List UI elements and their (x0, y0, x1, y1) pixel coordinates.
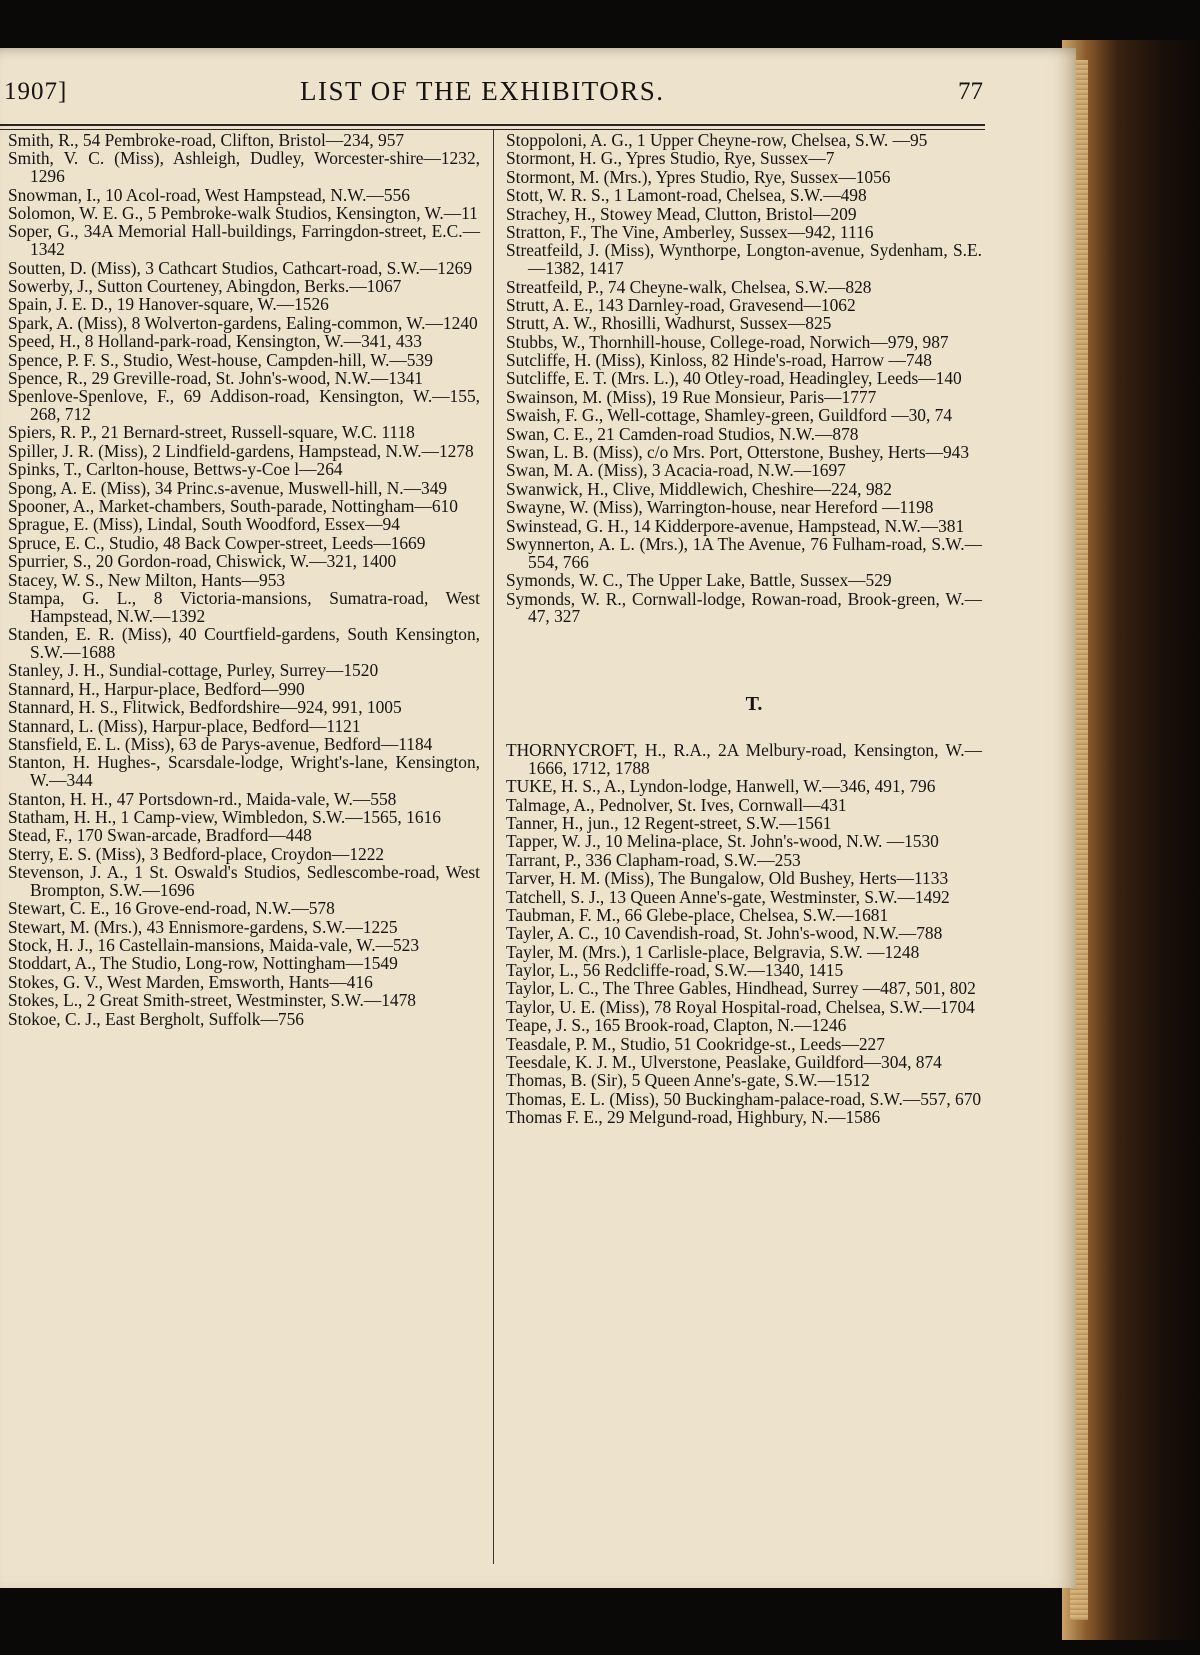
exhibitor-entry: Teasdale, P. M., Studio, 51 Cookridge-st., Leeds—227 (506, 1033, 885, 1054)
exhibitor-entry: Swaish, F. G., Well-cottage, Shamley-green, Guildford —30, 74 (506, 405, 953, 426)
exhibitor-entry: Smith, R., 54 Pembroke-road, Clifton, Bristol—234, 957 (8, 130, 405, 150)
exhibitor-entry: Stormont, H. G., Ypres Studio, Rye, Sussex—7 (506, 148, 835, 169)
exhibitor-entry: Stoddart, A., The Studio, Long-row, Nottingham—1549 (8, 953, 398, 974)
exhibitor-entry: Stannard, H., Harpur-place, Bedford—990 (8, 678, 305, 699)
exhibitor-entry: Snowman, I., 10 Acol-road, West Hampstead, N.W.—556 (8, 184, 410, 205)
exhibitor-entry: Stannard, L. (Miss), Harpur-place, Bedford—1121 (8, 715, 361, 736)
exhibitor-entry: Speed, H., 8 Holland-park-road, Kensington, W.—341, 433 (8, 331, 422, 352)
exhibitor-entry: Stubbs, W., Thornhill-house, College-road, Norwich—979, 987 (506, 331, 949, 352)
page-number: 77 (958, 78, 983, 105)
column-divider (493, 130, 494, 1564)
exhibitor-entry: Spenlove-Spenlove, F., 69 Addison-road, Kensington, W.—155, 268, 712 (8, 386, 480, 425)
exhibitor-entry: Soutten, D. (Miss), 3 Cathcart Studios, Cathcart-road, S.W.—1269 (8, 257, 473, 278)
exhibitor-entry: Spark, A. (Miss), 8 Wolverton-gardens, Ealing-common, W.—1240 (8, 312, 478, 333)
exhibitor-entry: Stanley, J. H., Sundial-cottage, Purley, Surrey—1520 (8, 660, 379, 681)
header-title: LIST OF THE EXHIBITORS. (300, 76, 665, 106)
exhibitor-entry: Streatfeild, J. (Miss), Wynthorpe, Longton-avenue, Sydenham, S.E.—1382, 1417 (506, 240, 982, 279)
exhibitor-entry: Stacey, W. S., New Milton, Hants—953 (8, 569, 286, 590)
exhibitor-entry: Swainson, M. (Miss), 19 Rue Monsieur, Paris—1777 (506, 386, 877, 407)
exhibitor-entry: Spiers, R. P., 21 Bernard-street, Russell-square, W.C. 1118 (8, 422, 415, 443)
exhibitor-entry: Stanton, H. Hughes-, Scarsdale-lodge, Wright's-lane, Kensington, W.—344 (8, 752, 480, 791)
exhibitor-entry: Tarver, H. M. (Miss), The Bungalow, Old Bushey, Herts—1133 (506, 868, 949, 889)
exhibitor-entry: Spinks, T., Carlton-house, Bettws-y-Coe l—264 (8, 459, 343, 480)
book-page (0, 48, 1076, 1588)
exhibitor-entry: Spooner, A., Market-chambers, South-parade, Nottingham—610 (8, 496, 458, 517)
exhibitor-entry: Taylor, U. E. (Miss), 78 Royal Hospital-road, Chelsea, S.W.—1704 (506, 996, 975, 1017)
exhibitor-entry: Sutcliffe, H. (Miss), Kinloss, 82 Hinde's-road, Harrow —748 (506, 350, 932, 371)
left-column (8, 132, 480, 1029)
exhibitor-entry: Swan, M. A. (Miss), 3 Acacia-road, N.W.—1697 (506, 460, 846, 481)
exhibitor-entry: Swanwick, H., Clive, Middlewich, Cheshire—224, 982 (506, 478, 892, 499)
exhibitor-entry: Stoppoloni, A. G., 1 Upper Cheyne-row, Chelsea, S.W. —95 (506, 130, 928, 150)
exhibitor-entry: Thomas F. E., 29 Melgund-road, Highbury, N.—1586 (506, 1107, 881, 1128)
exhibitor-entry: Strutt, A. E., 143 Darnley-road, Gravesend—1062 (506, 294, 856, 315)
exhibitor-entry: Stewart, C. E., 16 Grove-end-road, N.W.—578 (8, 898, 335, 919)
running-header (0, 74, 985, 118)
exhibitor-entry: Tayler, A. C., 10 Cavendish-road, St. John's-wood, N.W.—788 (506, 923, 943, 944)
exhibitor-entry: Tapper, W. J., 10 Melina-place, St. John's-wood, N.W. —1530 (506, 831, 939, 852)
exhibitor-entry: Spong, A. E. (Miss), 34 Princ.s-avenue, Muswell-hill, N.—349 (8, 477, 448, 498)
exhibitor-entry: Swinstead, G. H., 14 Kidderpore-avenue, Hampstead, N.W.—381 (506, 515, 965, 536)
exhibitor-entry: Strutt, A. W., Rhosilli, Wadhurst, Sussex—825 (506, 313, 832, 334)
exhibitor-entry: Taylor, L. C., The Three Gables, Hindhead, Surrey —487, 501, 802 (506, 978, 976, 999)
exhibitor-entry: Stokes, G. V., West Marden, Emsworth, Hants—416 (8, 971, 373, 992)
exhibitor-entry: Taylor, L., 56 Redcliffe-road, S.W.—1340, 1415 (506, 960, 844, 981)
exhibitor-entry: Stock, H. J., 16 Castellain-mansions, Maida-vale, W.—523 (8, 935, 420, 956)
exhibitor-entry: Spiller, J. R. (Miss), 2 Lindfield-gardens, Hampstead, N.W.—1278 (8, 440, 474, 461)
exhibitor-entry: Spence, R., 29 Greville-road, St. John's-wood, N.W.—1341 (8, 367, 423, 388)
exhibitor-entry: Teape, J. S., 165 Brook-road, Clapton, N.—1246 (506, 1015, 847, 1036)
exhibitor-entry: Swan, L. B. (Miss), c/o Mrs. Port, Otterstone, Bushey, Herts—943 (506, 442, 970, 463)
exhibitor-entry: Symonds, W. R., Cornwall-lodge, Rowan-road, Brook-green, W.—47, 327 (506, 588, 982, 627)
exhibitor-entry: Stampa, G. L., 8 Victoria-mansions, Sumatra-road, West Hampstead, N.W.—1392 (8, 587, 480, 626)
exhibitor-entry: Sutcliffe, E. T. (Mrs. L.), 40 Otley-road, Headingley, Leeds—140 (506, 368, 962, 389)
exhibitor-entry: Tayler, M. (Mrs.), 1 Carlisle-place, Belgravia, S.W. —1248 (506, 941, 920, 962)
exhibitor-entry: Statham, H. H., 1 Camp-view, Wimbledon, S.W.—1565, 1616 (8, 806, 441, 827)
exhibitor-entry: Spruce, E. C., Studio, 48 Back Cowper-street, Leeds—1669 (8, 532, 426, 553)
exhibitor-entry: Thomas, B. (Sir), 5 Queen Anne's-gate, S.W.—1512 (506, 1070, 870, 1091)
exhibitor-entry: Smith, V. C. (Miss), Ashleigh, Dudley, Worcester-shire—1232, 1296 (8, 148, 480, 187)
exhibitor-entry: Stokoe, C. J., East Bergholt, Suffolk—756 (8, 1008, 304, 1029)
exhibitor-entry: Stormont, M. (Mrs.), Ypres Studio, Rye, Sussex—1056 (506, 166, 891, 187)
exhibitor-entry: Thomas, E. L. (Miss), 50 Buckingham-palace-road, S.W.—557, 670 (506, 1088, 982, 1109)
exhibitor-entry: Stanton, H. H., 47 Portsdown-rd., Maida-vale, W.—558 (8, 788, 397, 809)
exhibitor-entry: Strachey, H., Stowey Mead, Clutton, Bristol—209 (506, 203, 857, 224)
exhibitor-entry: Teesdale, K. J. M., Ulverstone, Peaslake, Guildford—304, 874 (506, 1052, 942, 1073)
exhibitor-entry: Sprague, E. (Miss), Lindal, South Woodford, Essex—94 (8, 514, 400, 535)
exhibitor-entry: Tanner, H., jun., 12 Regent-street, S.W.—1561 (506, 812, 832, 833)
exhibitor-entry: Sterry, E. S. (Miss), 3 Bedford-place, Croydon—1222 (8, 843, 385, 864)
exhibitor-entry: Swynnerton, A. L. (Mrs.), 1A The Avenue, 76 Fulham-road, S.W.—554, 766 (506, 534, 982, 572)
right-column (506, 132, 982, 1128)
header-year: 1907] (4, 78, 68, 105)
exhibitor-entry: Tatchell, S. J., 13 Queen Anne's-gate, Westminster, S.W.—1492 (506, 886, 950, 907)
exhibitor-entry: Stansfield, E. L. (Miss), 63 de Parys-avenue, Bedford—1184 (8, 733, 433, 754)
exhibitor-entry: Swayne, W. (Miss), Warrington-house, near Hereford —1198 (506, 497, 934, 518)
exhibitor-entry: Stevenson, J. A., 1 St. Oswald's Studios, Sedlescombe-road, West Brompton, S.W.—1696 (8, 862, 480, 900)
exhibitor-entry: Tarrant, P., 336 Clapham-road, S.W.—253 (506, 849, 801, 870)
exhibitor-entry: Sowerby, J., Sutton Courteney, Abingdon, Berks.—1067 (8, 275, 402, 296)
exhibitor-entry: TUKE, H. S., A., Lyndon-lodge, Hanwell, W.—346, 491, 796 (506, 776, 936, 797)
exhibitor-entry: Streatfeild, P., 74 Cheyne-walk, Chelsea, S.W.—828 (506, 276, 872, 297)
exhibitor-entry: Stratton, F., The Vine, Amberley, Sussex—942, 1116 (506, 221, 874, 242)
exhibitor-entry: Taubman, F. M., 66 Glebe-place, Chelsea, S.W.—1681 (506, 904, 889, 925)
exhibitor-entry: Stokes, L., 2 Great Smith-street, Westminster, S.W.—1478 (8, 990, 416, 1011)
exhibitor-entry: Swan, C. E., 21 Camden-road Studios, N.W.—878 (506, 423, 859, 444)
exhibitor-entry: Standen, E. R. (Miss), 40 Courtfield-gardens, South Kensington, S.W.—1688 (8, 624, 480, 662)
exhibitor-entry: THORNYCROFT, H., R.A., 2A Melbury-road, Kensington, W.—1666, 1712, 1788 (506, 739, 982, 778)
exhibitor-entry: Stott, W. R. S., 1 Lamont-road, Chelsea, S.W.—498 (506, 185, 867, 206)
exhibitor-entry: Spence, P. F. S., Studio, West-house, Campden-hill, W.—539 (8, 349, 433, 370)
exhibitor-entry: Soper, G., 34A Memorial Hall-buildings, Farringdon-street, E.C.—1342 (8, 221, 480, 260)
header-rule (0, 124, 985, 126)
exhibitor-entry: Talmage, A., Pednolver, St. Ives, Cornwall—431 (506, 794, 847, 815)
exhibitor-entry: Stannard, H. S., Flitwick, Bedfordshire—924, 991, 1005 (8, 697, 402, 718)
exhibitor-entry: Solomon, W. E. G., 5 Pembroke-walk Studios, Kensington, W.—11 (8, 202, 478, 223)
exhibitor-entry: Symonds, W. C., The Upper Lake, Battle, Sussex—529 (506, 570, 892, 591)
exhibitor-entry: Stewart, M. (Mrs.), 43 Ennismore-gardens, S.W.—1225 (8, 916, 398, 937)
exhibitor-entry: Stead, F., 170 Swan-arcade, Bradford—448 (8, 825, 312, 846)
exhibitor-entry: Spain, J. E. D., 19 Hanover-square, W.—1526 (8, 294, 329, 315)
exhibitor-entry: Spurrier, S., 20 Gordon-road, Chiswick, W.—321, 1400 (8, 551, 397, 572)
section-letter: T. (745, 693, 763, 716)
